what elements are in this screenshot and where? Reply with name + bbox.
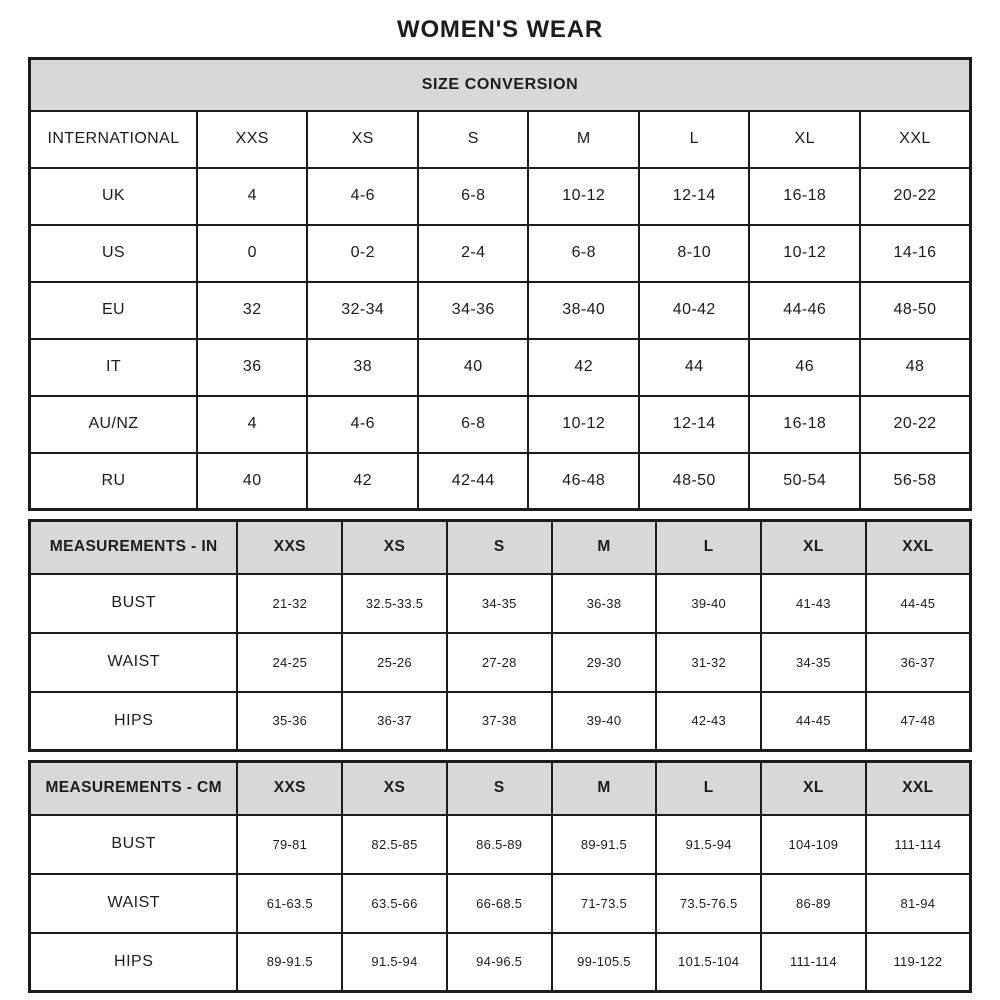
row-label: UK <box>30 168 197 225</box>
value-cell: 12-14 <box>639 396 750 453</box>
value-cell: 21-32 <box>237 574 342 633</box>
size-header-cell: XL <box>761 521 866 574</box>
size-chart-page <box>28 0 972 993</box>
value-cell: 56-58 <box>860 453 971 510</box>
value-cell: 47-48 <box>866 692 971 751</box>
value-cell: 4 <box>197 396 308 453</box>
column-header-row <box>30 111 971 168</box>
measurements-cm-table <box>28 760 972 993</box>
size-header-cell: XXS <box>197 111 308 168</box>
size-header-cell: L <box>656 762 761 815</box>
table-row <box>30 574 971 633</box>
value-cell: 2-4 <box>418 225 529 282</box>
value-cell: 42-43 <box>656 692 761 751</box>
table-row <box>30 396 971 453</box>
value-cell: 81-94 <box>866 874 971 933</box>
value-cell: 91.5-94 <box>656 815 761 874</box>
value-cell: 14-16 <box>860 225 971 282</box>
size-header-cell: XS <box>342 521 447 574</box>
value-cell: 29-30 <box>552 633 657 692</box>
value-cell: 71-73.5 <box>552 874 657 933</box>
row-label: HIPS <box>30 933 238 992</box>
value-cell: 4-6 <box>307 168 418 225</box>
size-header-cell: XXL <box>866 762 971 815</box>
row-label: RU <box>30 453 197 510</box>
value-cell: 40 <box>197 453 308 510</box>
value-cell: 27-28 <box>447 633 552 692</box>
table-row <box>30 815 971 874</box>
value-cell: 4 <box>197 168 308 225</box>
value-cell: 42 <box>307 453 418 510</box>
value-cell: 32-34 <box>307 282 418 339</box>
value-cell: 32 <box>197 282 308 339</box>
size-header-cell: L <box>639 111 750 168</box>
value-cell: 86.5-89 <box>447 815 552 874</box>
value-cell: 25-26 <box>342 633 447 692</box>
size-header-cell: XXL <box>866 521 971 574</box>
size-header-cell: XXL <box>860 111 971 168</box>
size-header-cell: XS <box>342 762 447 815</box>
value-cell: 8-10 <box>639 225 750 282</box>
value-cell: 16-18 <box>749 396 860 453</box>
value-cell: 48-50 <box>639 453 750 510</box>
value-cell: 24-25 <box>237 633 342 692</box>
value-cell: 0-2 <box>307 225 418 282</box>
value-cell: 48-50 <box>860 282 971 339</box>
size-header-cell: S <box>447 762 552 815</box>
row-label: WAIST <box>30 633 238 692</box>
table-row <box>30 168 971 225</box>
value-cell: 12-14 <box>639 168 750 225</box>
value-cell: 35-36 <box>237 692 342 751</box>
table-title-cell: INTERNATIONAL <box>30 111 197 168</box>
value-cell: 111-114 <box>866 815 971 874</box>
value-cell: 44-45 <box>761 692 866 751</box>
value-cell: 48 <box>860 339 971 396</box>
row-label: IT <box>30 339 197 396</box>
size-header-cell: XL <box>749 111 860 168</box>
value-cell: 42-44 <box>418 453 529 510</box>
value-cell: 37-38 <box>447 692 552 751</box>
value-cell: 36-37 <box>866 633 971 692</box>
value-cell: 32.5-33.5 <box>342 574 447 633</box>
value-cell: 79-81 <box>237 815 342 874</box>
value-cell: 36 <box>197 339 308 396</box>
table-row <box>30 339 971 396</box>
size-header-cell: S <box>447 521 552 574</box>
size-header-cell: XL <box>761 762 866 815</box>
value-cell: 89-91.5 <box>237 933 342 992</box>
value-cell: 104-109 <box>761 815 866 874</box>
table-row <box>30 933 971 992</box>
size-header-cell: XXS <box>237 762 342 815</box>
table-row <box>30 453 971 510</box>
value-cell: 16-18 <box>749 168 860 225</box>
value-cell: 10-12 <box>528 168 639 225</box>
table-row <box>30 874 971 933</box>
value-cell: 6-8 <box>418 168 529 225</box>
value-cell: 46 <box>749 339 860 396</box>
size-header-cell: S <box>418 111 529 168</box>
row-label: HIPS <box>30 692 238 751</box>
value-cell: 44-45 <box>866 574 971 633</box>
size-header-cell: M <box>552 521 657 574</box>
table-row <box>30 633 971 692</box>
value-cell: 36-38 <box>552 574 657 633</box>
value-cell: 20-22 <box>860 168 971 225</box>
row-label: BUST <box>30 815 238 874</box>
value-cell: 41-43 <box>761 574 866 633</box>
measurements-in-table <box>28 519 972 752</box>
page-title: WOMEN'S WEAR <box>397 16 603 43</box>
value-cell: 89-91.5 <box>552 815 657 874</box>
table-row <box>30 282 971 339</box>
value-cell: 73.5-76.5 <box>656 874 761 933</box>
size-header-cell: M <box>552 762 657 815</box>
table-row <box>30 225 971 282</box>
row-label: US <box>30 225 197 282</box>
table-title-cell: MEASUREMENTS - CM <box>30 762 238 815</box>
value-cell: 0 <box>197 225 308 282</box>
value-cell: 66-68.5 <box>447 874 552 933</box>
value-cell: 99-105.5 <box>552 933 657 992</box>
value-cell: 42 <box>528 339 639 396</box>
value-cell: 34-35 <box>761 633 866 692</box>
value-cell: 44-46 <box>749 282 860 339</box>
value-cell: 63.5-66 <box>342 874 447 933</box>
value-cell: 50-54 <box>749 453 860 510</box>
row-label: EU <box>30 282 197 339</box>
value-cell: 39-40 <box>656 574 761 633</box>
value-cell: 34-35 <box>447 574 552 633</box>
value-cell: 94-96.5 <box>447 933 552 992</box>
value-cell: 36-37 <box>342 692 447 751</box>
row-label: WAIST <box>30 874 238 933</box>
column-header-row <box>30 762 971 815</box>
size-header-cell: XXS <box>237 521 342 574</box>
size-header-cell: XS <box>307 111 418 168</box>
value-cell: 38 <box>307 339 418 396</box>
size-conversion-table <box>28 57 972 511</box>
value-cell: 39-40 <box>552 692 657 751</box>
value-cell: 10-12 <box>749 225 860 282</box>
value-cell: 119-122 <box>866 933 971 992</box>
value-cell: 101.5-104 <box>656 933 761 992</box>
value-cell: 44 <box>639 339 750 396</box>
value-cell: 31-32 <box>656 633 761 692</box>
value-cell: 40-42 <box>639 282 750 339</box>
table-banner: SIZE CONVERSION <box>30 59 971 111</box>
value-cell: 111-114 <box>761 933 866 992</box>
table-banner-row <box>30 59 971 111</box>
value-cell: 38-40 <box>528 282 639 339</box>
row-label: BUST <box>30 574 238 633</box>
value-cell: 20-22 <box>860 396 971 453</box>
value-cell: 34-36 <box>418 282 529 339</box>
value-cell: 10-12 <box>528 396 639 453</box>
row-label: AU/NZ <box>30 396 197 453</box>
value-cell: 4-6 <box>307 396 418 453</box>
value-cell: 6-8 <box>528 225 639 282</box>
table-title-cell: MEASUREMENTS - IN <box>30 521 238 574</box>
value-cell: 46-48 <box>528 453 639 510</box>
size-header-cell: M <box>528 111 639 168</box>
value-cell: 91.5-94 <box>342 933 447 992</box>
value-cell: 86-89 <box>761 874 866 933</box>
value-cell: 61-63.5 <box>237 874 342 933</box>
column-header-row <box>30 521 971 574</box>
value-cell: 6-8 <box>418 396 529 453</box>
value-cell: 40 <box>418 339 529 396</box>
table-row <box>30 692 971 751</box>
size-header-cell: L <box>656 521 761 574</box>
value-cell: 82.5-85 <box>342 815 447 874</box>
